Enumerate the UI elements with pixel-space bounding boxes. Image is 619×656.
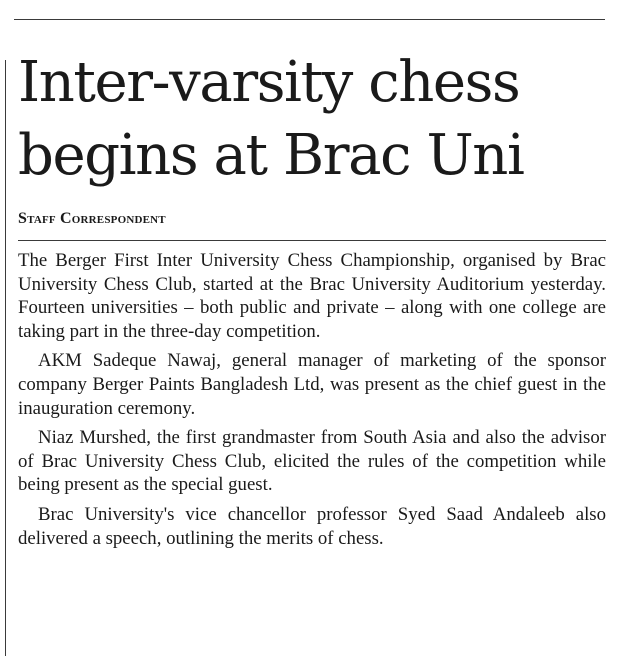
column-divider [5, 60, 6, 656]
article-paragraph: Brac University's vice chancellor professor Syed Saad Andaleeb also delivered a speech, outlining the merits of chess. [18, 503, 606, 549]
article-paragraph: The Berger First Inter University Chess Championship, organised by Brac University Chess Club, started at the Brac University Auditorium yesterday. Fourteen universities – both public and private – along with one college are taking part in the three-day competition. [18, 250, 606, 342]
article-body [18, 249, 606, 556]
headline-line-2: begins at Brac Uni [18, 123, 524, 188]
byline-divider [18, 240, 606, 241]
top-divider [14, 19, 605, 20]
byline: Staff Correspondent [18, 210, 166, 227]
headline-line-1: Inter-varsity chess [18, 50, 520, 115]
article-paragraph: AKM Sadeque Nawaj, general manager of marketing of the sponsor company Berger Paints Bangladesh Ltd, was present as the chief guest in the inauguration ceremony. [18, 350, 606, 419]
headline [18, 46, 610, 192]
article-paragraph: Niaz Murshed, the first grandmaster from South Asia and also the advisor of Brac University Chess Club, elicited the rules of the competition while being present as the special guest. [18, 427, 606, 496]
